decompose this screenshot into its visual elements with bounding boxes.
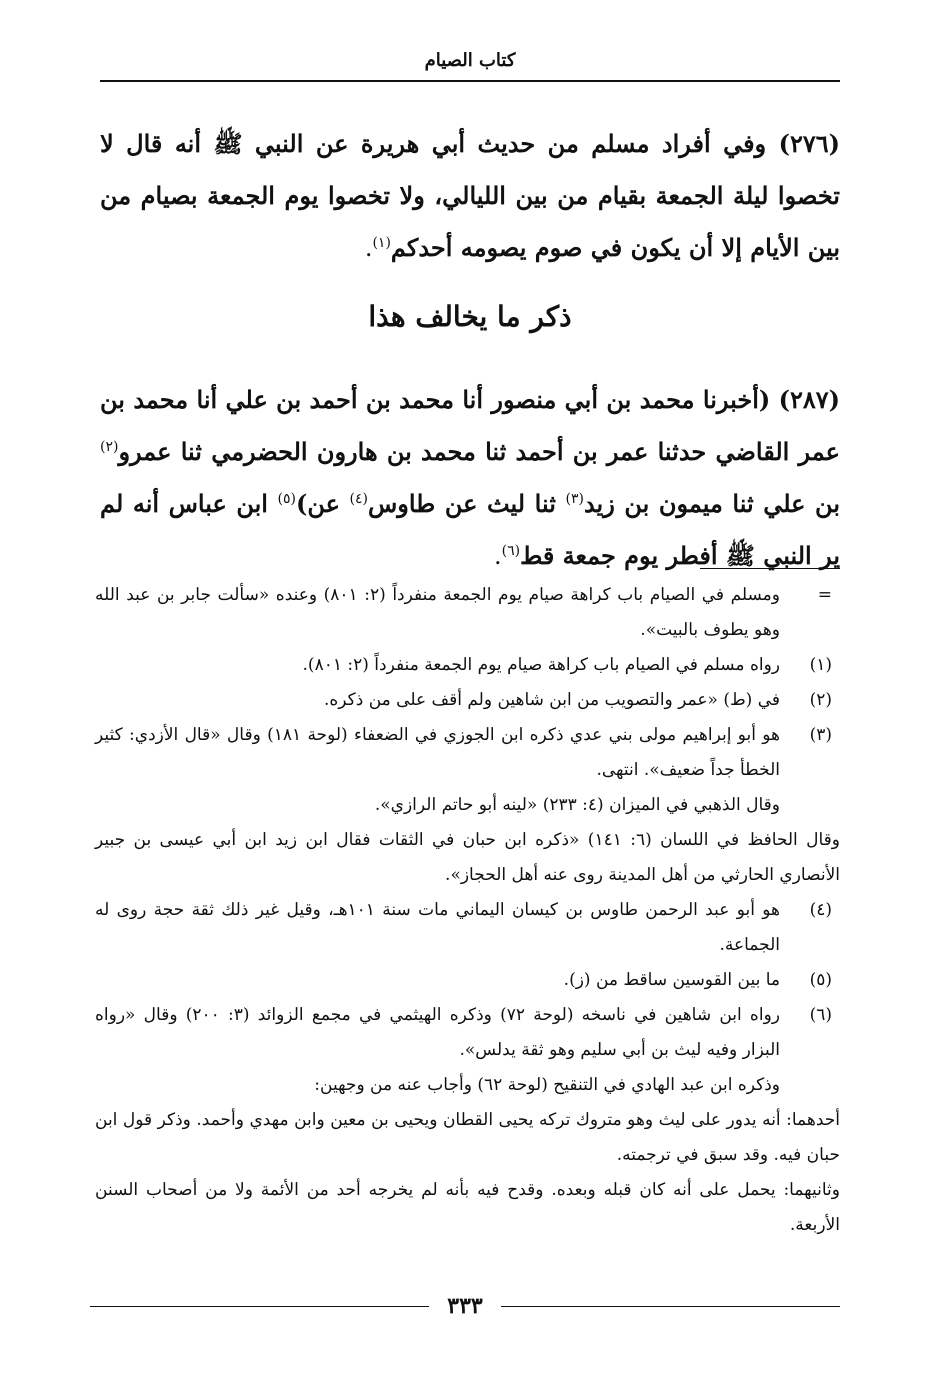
- footnote-ref-3[interactable]: (٣): [565, 491, 584, 507]
- footnote-item: [95, 893, 840, 963]
- footnote-body: [95, 1103, 840, 1243]
- hadith-paragraph-287: [100, 374, 840, 582]
- footnote-item: [95, 998, 840, 1103]
- footnote-text: وقال الذهبي في الميزان (٤: ٢٣٣) «لينه أبو حاتم الرازي».: [374, 795, 780, 815]
- footnote-body: [95, 998, 780, 1103]
- footnote-text: في (ط) «عمر والتصويب من ابن شاهين ولم أقف على من ذكره.: [323, 690, 780, 710]
- hadith-end: .: [493, 542, 502, 570]
- footnote-continuation: [95, 823, 840, 893]
- footnote-ref-5[interactable]: (٥): [277, 491, 296, 507]
- section-heading: ذكر ما يخالف هذا: [368, 300, 572, 333]
- footnote-number: (٣): [809, 725, 832, 745]
- footnote-number: (٥): [809, 970, 832, 990]
- footnote-ref-6[interactable]: (٦): [501, 543, 521, 559]
- footnote-text: رواه مسلم في الصيام باب كراهة صيام يوم الجمعة منفرداً (٢: ٨٠١).: [302, 655, 780, 675]
- hadith-text-d: عن): [296, 489, 350, 518]
- running-head: كتاب الصيام: [424, 50, 516, 71]
- hadith-end: .: [364, 234, 373, 262]
- footnote-text: وذكره ابن عبد الهادي في التنقيح (لوحة ٦٢) وأجاب عنه من وجهين:: [314, 1075, 780, 1095]
- footnote-item: [95, 578, 840, 648]
- footer-rule-left: [90, 1306, 429, 1307]
- footnote-text: هو أبو إبراهيم مولى بني عدي ذكره ابن الجوزي في الضعفاء (لوحة ١٨١) وقال «قال الأزدي: كثير الخطأ جداً ضعيف». انتهى.: [95, 725, 780, 780]
- footnote-number: (٢): [809, 690, 832, 710]
- footer-rule-right: [501, 1306, 840, 1307]
- hadith-text: (٢٧٦) وفي أفراد مسلم من حديث أبي هريرة عن النبي ﷺ أنه قال لا تخصوا ليلة الجمعة بقيام من بين الليالي، ولا تخصوا يوم الجمعة بصيام من بين الأيام إلا أن يكون في صوم يصومه أحدكم: [100, 129, 840, 262]
- footnote-number: (٤): [809, 900, 832, 920]
- footnote-ref-1[interactable]: (١): [372, 235, 391, 251]
- footnote-number: (٦): [809, 1005, 832, 1025]
- footnote-ref-4[interactable]: (٤): [349, 491, 368, 507]
- page-number-footer: [90, 1286, 840, 1326]
- header-rule: [100, 80, 840, 82]
- footnote-continuation: [95, 1103, 840, 1243]
- hadith-text-e: ابن عباس أنه لم ير النبي ﷺ أفطر يوم جمعة قط: [100, 489, 840, 570]
- hadith-text-a: (٢٨٧) (أخبرنا محمد بن أبي منصور أنا محمد بن أحمد بن علي أنا محمد بن عمر القاضي حدثنا عمر بن أحمد ثنا محمد بن هارون الحضرمي ثنا عمرو: [100, 385, 840, 466]
- hadith-text-b: بن علي ثنا ميمون بن زيد: [583, 489, 840, 518]
- footnote-rule: [700, 568, 840, 569]
- footnote-text: ومسلم في الصيام باب كراهة صيام يوم الجمعة منفرداً (٢: ٨٠١) وعنده «سألت جابر بن عبد الله وهو يطوف بالبيت».: [95, 585, 780, 640]
- footnote-text: وثانيهما: يحمل على أنه كان قبله وبعده. وقدح فيه بأنه لم يخرجه أحد من الأئمة ولا من أصحاب السنن الأربعة.: [95, 1180, 840, 1235]
- footnotes: [95, 578, 840, 1243]
- footnote-text: وقال الحافظ في اللسان (٦: ١٤١) «ذكره ابن حبان في الثقات فقال ابن زيد ابن أبي عيسى بن جبير الأنصاري الحارثي من أهل المدينة روى عنه أهل الحجاز».: [95, 830, 840, 885]
- hadith-text-c: ثنا ليث عن طاوس: [367, 489, 566, 518]
- footnote-text: ما بين القوسين ساقط من (ز).: [563, 970, 780, 990]
- footnote-text: هو أبو عبد الرحمن طاوس بن كيسان اليماني مات سنة ١٠١هـ، وقيل غير ذلك ثقة حجة روى له الجماعة.: [95, 900, 780, 955]
- footnote-item: [95, 963, 840, 998]
- hadith-paragraph-276: [100, 118, 840, 274]
- footnote-number: (١): [809, 655, 832, 675]
- footnote-item: [95, 648, 840, 683]
- footnote-item: [95, 718, 840, 823]
- footnote-text: رواه ابن شاهين في ناسخه (لوحة ٧٢) وذكره الهيثمي في مجمع الزوائد (٣: ٢٠٠) وقال «رواه البزار وفيه ليث بن أبي سليم وهو ثقة يدلس».: [95, 1005, 780, 1060]
- footnote-text: أحدهما: أنه يدور على ليث وهو متروك تركه يحيى القطان ويحيى بن معين وابن مهدي وأحمد. وذكر قول ابن حبان فيه. وقد سبق في ترجمته.: [95, 1110, 841, 1165]
- footnote-ref-2[interactable]: (٢): [100, 439, 119, 455]
- footnote-body: [95, 718, 780, 823]
- footnote-item: [95, 683, 840, 718]
- page-number: ٣٣٣: [447, 1293, 483, 1319]
- footnote-number: =: [817, 585, 832, 605]
